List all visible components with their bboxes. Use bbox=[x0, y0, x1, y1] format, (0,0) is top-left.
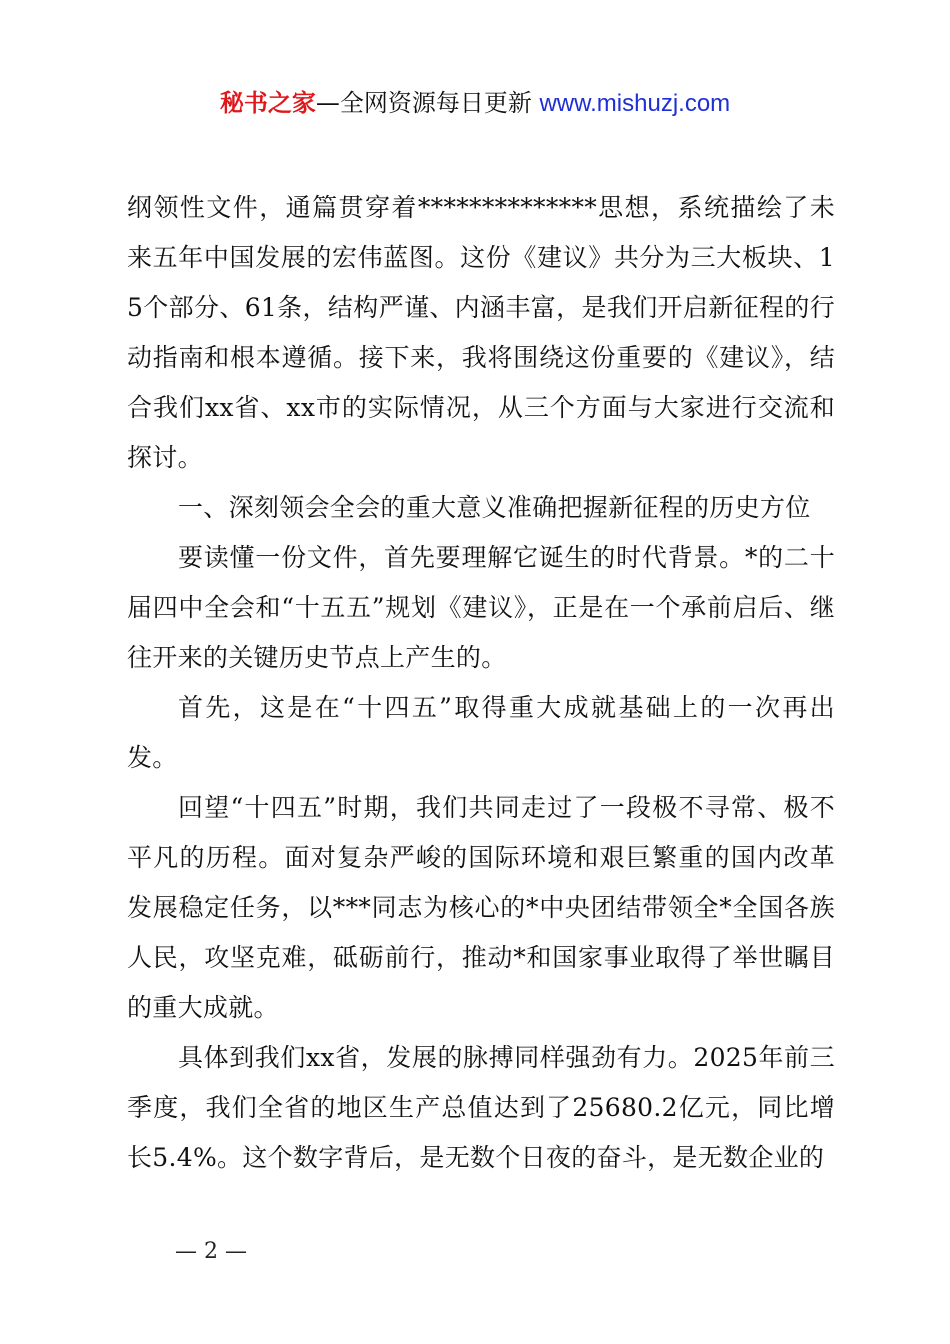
page-number: — 2 — bbox=[175, 1239, 247, 1264]
site-header bbox=[0, 86, 950, 121]
paragraph: 要读懂一份文件，首先要理解它诞生的时代背景。*的二十届四中全会和“十五五”规划《建议》，正是在一个承前启后、继往开来的关键历史节点上产生的。 bbox=[127, 543, 835, 672]
document-body bbox=[127, 183, 835, 1183]
section-heading: 一、深刻领会全会的重大意义准确把握新征程的历史方位 bbox=[178, 493, 811, 522]
site-tagline: —全网资源每日更新 bbox=[315, 89, 532, 117]
paragraph: 首先，这是在“十四五”取得重大成就基础上的一次再出发。 bbox=[127, 693, 835, 772]
site-brand: 秘书之家 bbox=[219, 89, 316, 117]
paragraph-continued: 纲领性文件，通篇贯穿着**************思想，系统描绘了未来五年中国发展的宏伟蓝图。这份《建议》共分为三大板块、15个部分、61条，结构严谨、内涵丰富，是我们开启新征程的行动指南和根本遵循。接下来，我将围绕这份重要的《建议》，结合我们xx省、xx市的实际情况，从三个方面与大家进行交流和探讨。 bbox=[127, 193, 835, 472]
paragraph: 回望“十四五”时期，我们共同走过了一段极不寻常、极不平凡的历程。面对复杂严峻的国际环境和艰巨繁重的国内改革发展稳定任务，以***同志为核心的*中央团结带领全*全国各族人民，攻坚克难，砥砺前行，推动*和国家事业取得了举世瞩目的重大成就。 bbox=[127, 793, 835, 1022]
site-url-link[interactable]: www.mishuzj.com bbox=[539, 90, 731, 117]
paragraph: 具体到我们xx省，发展的脉搏同样强劲有力。2025年前三季度，我们全省的地区生产总值达到了25680.2亿元，同比增长5.4%。这个数字背后，是无数个日夜的奋斗，是无数企业的 bbox=[127, 1043, 835, 1172]
